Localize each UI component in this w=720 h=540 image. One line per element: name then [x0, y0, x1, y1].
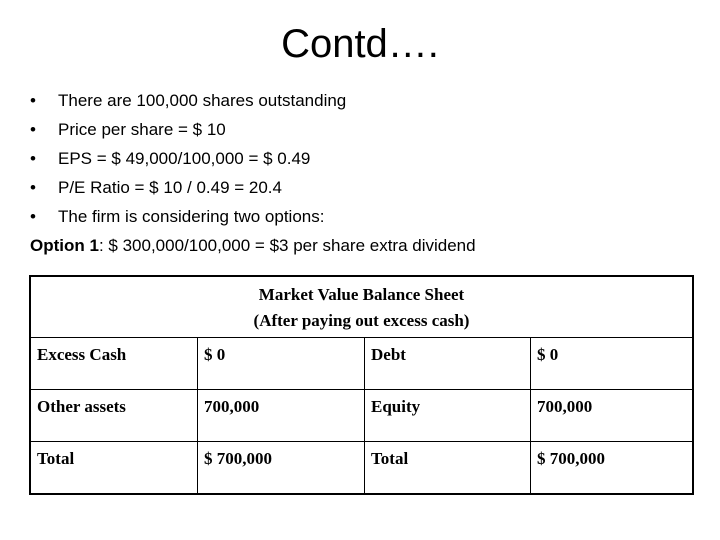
asset-cell: Other assets — [31, 390, 198, 441]
option-text: : $ 300,000/100,000 = $3 per share extra dividend — [98, 236, 476, 255]
liability-cell: Equity — [365, 390, 531, 441]
asset-cell: Excess Cash — [31, 338, 198, 389]
bullet-item — [30, 117, 710, 146]
bullet-text: Price per share = $ 10 — [58, 120, 226, 139]
bullet-text: P/E Ratio = $ 10 / 0.49 = 20.4 — [58, 178, 282, 197]
option-label: Option 1 — [30, 236, 99, 255]
balance-sheet-table — [29, 275, 694, 495]
asset-value-cell: $ 700,000 — [198, 442, 365, 494]
bullet-text: The firm is considering two options: — [58, 207, 325, 226]
bullet-icon: • — [30, 91, 36, 110]
bullet-icon: • — [30, 178, 36, 197]
bullet-text: EPS = $ 49,000/100,000 = $ 0.49 — [58, 149, 311, 168]
liability-cell: Debt — [365, 338, 531, 389]
asset-value-cell: 700,000 — [198, 390, 365, 441]
option-line — [30, 233, 710, 262]
slide-title: Contd…. — [281, 22, 439, 66]
asset-cell: Total — [31, 442, 198, 494]
bullet-item — [30, 204, 710, 233]
bullet-item — [30, 146, 710, 175]
bullet-icon: • — [30, 207, 36, 226]
table-subtitle: (After paying out excess cash) — [253, 311, 470, 330]
liability-value-cell: 700,000 — [537, 397, 593, 416]
bullet-item — [30, 175, 710, 204]
table-title: Market Value Balance Sheet — [258, 285, 465, 304]
liability-value-cell: $ 700,000 — [537, 449, 605, 468]
asset-value-cell: $ 0 — [198, 338, 365, 389]
table-row — [31, 442, 692, 494]
table-row — [31, 338, 692, 390]
table-heading — [31, 277, 692, 337]
bullet-text: There are 100,000 shares outstanding — [58, 91, 347, 110]
bullet-list — [30, 88, 710, 262]
table-row — [31, 390, 692, 442]
bullet-icon: • — [30, 120, 36, 139]
liability-value-cell: $ 0 — [537, 345, 559, 364]
bullet-item — [30, 88, 710, 117]
bullet-icon: • — [30, 149, 36, 168]
table-grid — [31, 337, 692, 494]
liability-cell: Total — [365, 442, 531, 494]
